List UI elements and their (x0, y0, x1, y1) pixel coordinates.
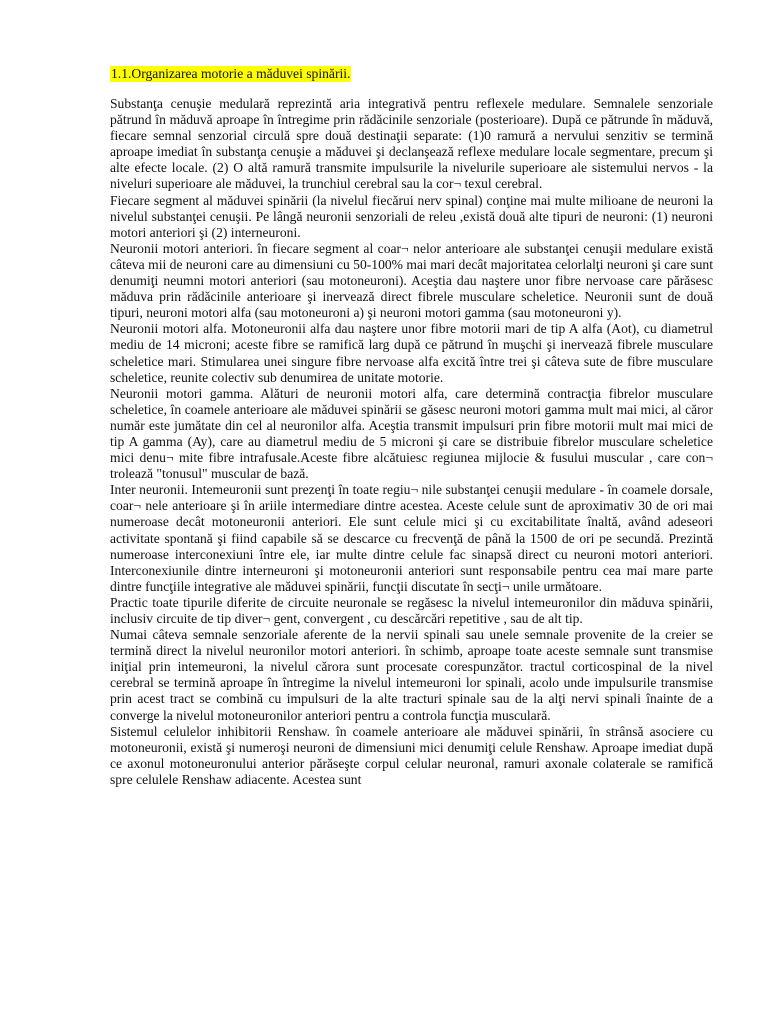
paragraph-gray-matter: Substanţa cenuşie medulară reprezintă aria integrativă pentru reflexele medulare. Semnalele senzoriale pătrund în măduvă aproape în întregime prin rădăcinile senzoriale (posterioare). După ce pătrunde în măduvă, fiecare semnal senzorial circulă spre două destinaţii separate: (1)0 ramură a nervului senzitiv se termină aproape imediat în substanţa cenuşie a măduvei şi declanşează reflexe medulare locale segmentare, precum şi alte efecte locale. (2) O altă ramură transmite impulsurile la nivelurile superioare ale sistemului nervos - la niveluri superioare ale măduvei, la trunchiul cerebral sau la cor¬ texul cerebral. (110, 96, 713, 192)
paragraph-neuronal-circuits: Practic toate tipurile diferite de circuite neuronale se regăsesc la nivelul intemeuronilor din măduva spinării, inclusiv circuite de tip diver¬ gent, convergent , cu descărcări repetitive , sau de alt tip. (110, 594, 713, 626)
paragraph-alpha-motor-neurons: Neuronii motori alfa. Motoneuronii alfa dau naştere unor fibre motorii mari de tip A alfa (Aot), cu diametrul mediu de 14 microni; aceste fibre se ramifică larg după ce pătrund în muşchi şi inervează fibrele musculare scheletice mari. Stimularea unei singure fibre nervoase alfa excită între trei şi câteva sute de fibre musculare scheletice, reunite colectiv sub denumirea de unitate motorie. (110, 321, 713, 385)
section-heading: 1.1.Organizarea motorie a măduvei spinării. (111, 66, 351, 81)
document-page (110, 66, 713, 788)
paragraph-interneurons: Inter neuronii. Intemeuronii sunt prezenţi în toate regiu¬ nile substanţei cenuşii medulare - în coamele dorsale, coar¬ nele anterioare şi în ariile intermediare dintre acestea. Aceste celule sunt de aproximativ 30 de ori mai numeroase decât motoneuronii anteriori. Ele sunt celule mici şi cu excitabilitate înaltă, având adeseori activitate spontană şi fiind capabile să se descarce cu frecvenţă de până la 1500 de ori pe secundă. Prezintă numeroase interconexiuni între ele, iar multe dintre celule fac sinapsă direct cu neuroni motori anteriori. Interconexiunile dintre interneuroni şi motoneuronii anteriori sunt responsabile pentru cea mai mare parte dintre funcţiile integrative ale măduvei spinării, funcţii discutate în secţi¬ unile următoare. (110, 482, 713, 594)
paragraph-segment-neurons: Fiecare segment al măduvei spinării (la nivelul fiecărui nerv spinal) conţine mai multe milioane de neuroni la nivelul substanţei cenuşii. Pe lângă neuronii senzoriali de releu ,există două alte tipuri de neuroni: (1) neuroni motori anteriori şi (2) interneuroni. (110, 192, 713, 240)
paragraph-sensory-signals: Numai câteva semnale senzoriale aferente de la nervii spinali sau unele semnale provenite de la creier se termină direct la nivelul neuronilor motori anteriori. în schimb, aproape toate aceste semnale sunt transmise iniţial prin intemeuroni, la nivelul cărora sunt procesate corespunzător. tractul corticospinal de la nivel cerebral se termină aproape în întregime la nivelul intemeuroni lor spinali, acolo unde impulsurile transmise prin acest tract se combină cu impulsuri de la alte tracturi spinale sau de la alţi nervi spinali înainte de a converge la nivelul motoneuronilor anteriori pentru a controla funcţia musculară. (110, 627, 713, 723)
paragraph-renshaw-cells: Sistemul celulelor inhibitorii Renshaw. în coamele anterioare ale măduvei spinării, în strânsă asociere cu motoneuronii, există şi numeroşi neuroni de dimensiuni mici denumiţi celule Renshaw. Aproape imediat după ce axonul motoneuronului anterior părăseşte corpul celular neuronal, ramuri axonale colaterale se ramifică spre celulele Renshaw adiacente. Acestea sunt (110, 723, 713, 787)
paragraph-anterior-motor-neurons: Neuronii motori anteriori. în fiecare segment al coar¬ nelor anterioare ale substanţei cenuşii medulare există câteva mii de neuroni care au dimensiuni cu 50-100% mai mari decât majoritatea celorlalţi neuroni şi care sunt denumiţi neumni motori anteriori (sau motoneuroni). Aceştia dau naştere unor fibre nervoase care părăsesc măduva prin rădăcinile anterioare şi inervează direct fibrele musculare scheletice. Neuronii sunt de două tipuri, neuroni motori alfa (sau motoneuroni a) şi neuroni motori gamma (sau motoneuroni y). (110, 240, 713, 321)
paragraph-gamma-motor-neurons: Neuronii motori gamma. Alături de neuronii motori alfa, care determină contracţia fibrelor musculare scheletice, în coamele anterioare ale măduvei spinării se găsesc neuroni motori gamma mult mai mici, al căror număr este jumătate din cel al neuronilor alfa. Aceştia transmit impulsuri prin fibre motorii mult mai mici de tip A gamma (Ay), care au diametrul mediu de 5 microni şi care se distribuie fibrelor musculare scheletice mici denu¬ mite fibre intrafusale.Aceste fibre alcătuiesc regiunea mijlocie & fusului muscular , care con¬ trolează "tonusul" muscular de bază. (110, 385, 713, 482)
